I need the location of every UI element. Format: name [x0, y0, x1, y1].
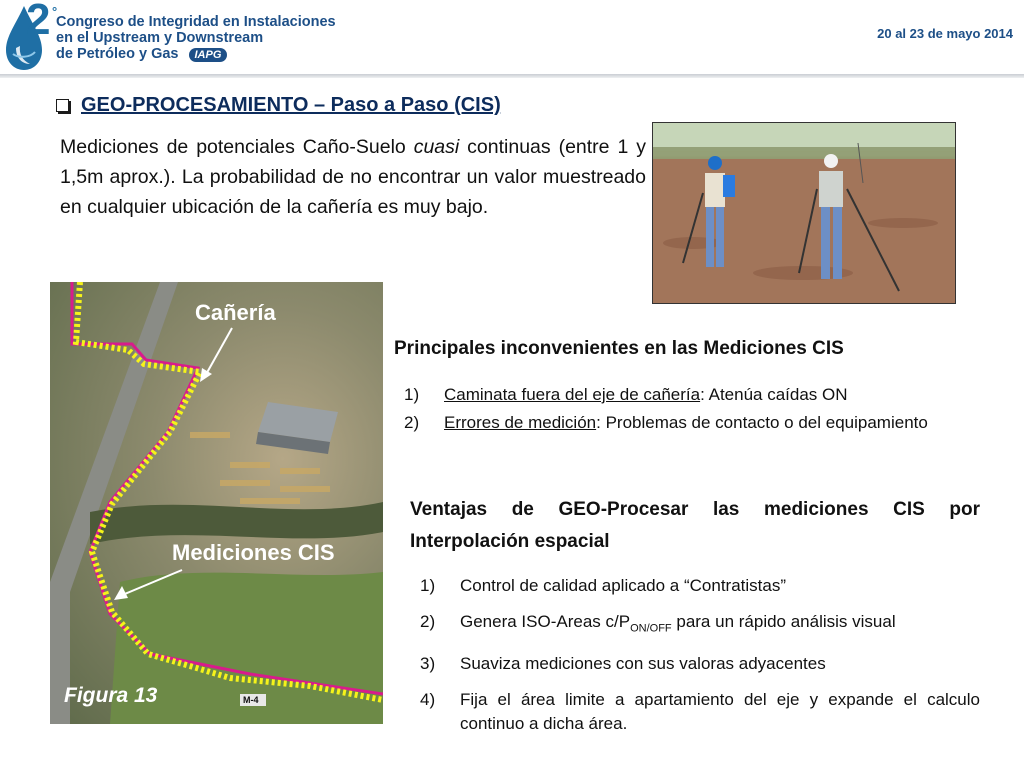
item-number: 2) [420, 612, 436, 631]
checkbox-bullet-icon [56, 99, 69, 112]
event-date: 20 al 23 de mayo 2014 [877, 26, 1013, 41]
item-underlined: Errores de medición [444, 413, 597, 432]
aerial-map-illustration [50, 282, 383, 724]
advantages-list [420, 574, 980, 742]
list-item [420, 574, 980, 598]
item-number: 2) [404, 413, 420, 432]
aerial-map-photo [50, 282, 383, 724]
intro-paragraph [60, 132, 646, 222]
congress-logo [4, 2, 56, 72]
intro-italic: cuasi [413, 136, 460, 158]
item-text-post: para un rápido análisis visual [671, 612, 896, 631]
field-workers-illustration [653, 123, 955, 303]
congress-title [56, 14, 336, 62]
list-item [404, 384, 962, 406]
intro-text-2: continuas (entre 1 y 1,5m aprox.). La probabilidad de no encontrar un valor muestreado en cualquier ubicación de la cañería es muy bajo. [60, 136, 646, 218]
list-item [420, 688, 980, 736]
figure-label: Figura 13 [64, 684, 158, 707]
item-text: : Problemas de contacto o del equipamiento [596, 413, 928, 432]
aerial-label-measurements: Mediciones CIS [172, 540, 335, 565]
item-number: 1) [420, 576, 436, 595]
list-item [404, 412, 962, 434]
list-item [420, 610, 980, 640]
logo-number: 2 [26, 0, 51, 44]
slide-title-row [56, 94, 501, 117]
item-subscript: ON/OFF [630, 622, 672, 635]
item-underlined: Caminata fuera del eje de cañería [444, 385, 701, 404]
marker-label: M-4 [243, 695, 259, 705]
item-text: : Atenúa caídas ON [700, 385, 848, 404]
congress-line-2: en el Upstream y Downstream [56, 30, 264, 46]
drawbacks-heading: Principales inconvenientes en las Mediciones CIS [394, 338, 844, 359]
item-number: 1) [404, 385, 420, 404]
congress-line-1: Congreso de Integridad en Instalaciones [56, 14, 336, 30]
item-text: Control de calidad aplicado a “Contratistas” [460, 576, 787, 595]
logo-superscript: ° [52, 4, 58, 19]
congress-line-3: de Petróleo y Gas [56, 46, 179, 62]
intro-text-1: Mediciones de potenciales Caño-Suelo [60, 136, 414, 158]
pipe-arrow-icon [200, 368, 212, 382]
item-number: 3) [420, 654, 436, 674]
list-item [420, 652, 980, 676]
iapg-badge: IAPG [189, 48, 228, 62]
item-text-pre: Genera ISO-Areas c/P [460, 612, 631, 631]
slide-title: GEO-PROCESAMIENTO – Paso a Paso (CIS) [81, 94, 501, 116]
aerial-label-pipe: Cañería [195, 300, 276, 325]
slide-header [0, 0, 1024, 76]
field-survey-photo [652, 122, 956, 304]
drawbacks-list [404, 384, 962, 440]
item-text: Fija el área limite a apartamiento del eje y expande el calculo continuo a dicha área. [460, 690, 980, 734]
item-text: Suaviza mediciones con sus valoras adyacentes [460, 654, 826, 674]
header-divider [0, 74, 1024, 78]
advantages-heading: Ventajas de GEO-Procesar las mediciones CIS por Interpolación espacial [410, 499, 980, 552]
item-number: 4) [420, 690, 436, 710]
